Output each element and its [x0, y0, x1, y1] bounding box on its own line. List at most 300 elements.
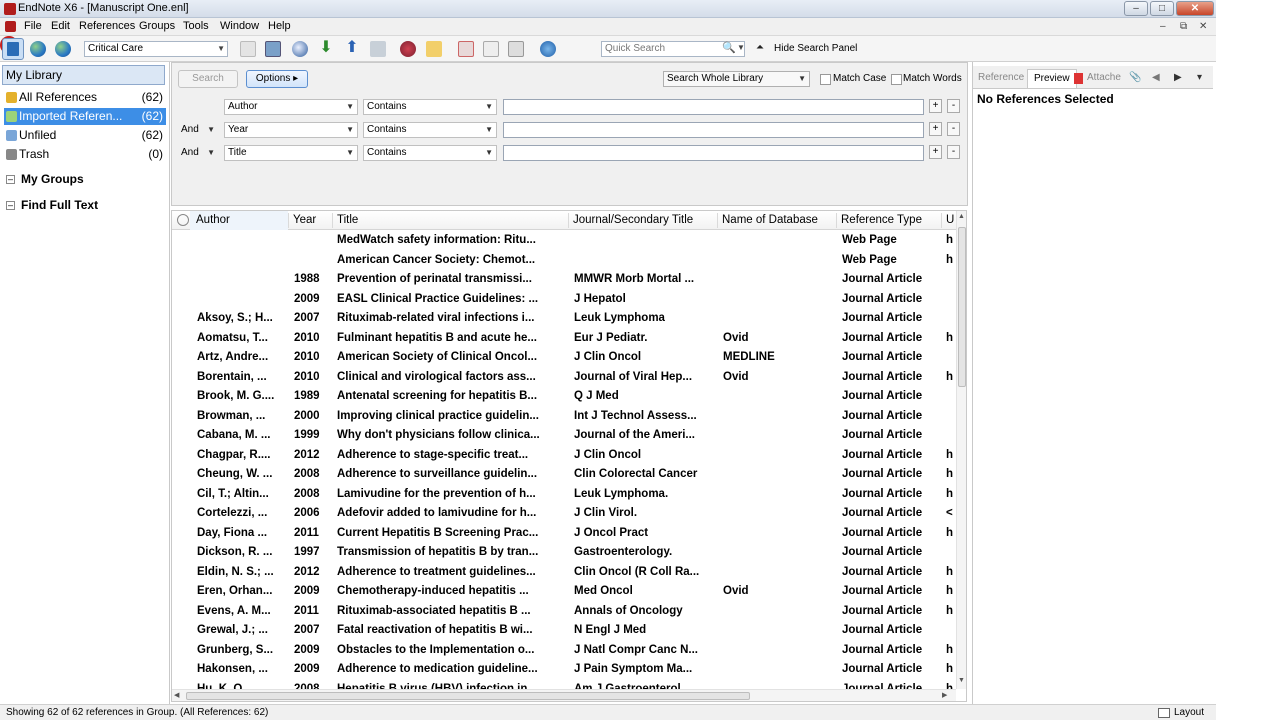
import-icon[interactable]: ⬇ — [319, 39, 333, 56]
edit-reference-icon[interactable] — [508, 41, 524, 57]
all-references-icon — [6, 92, 17, 103]
url-cell: h — [946, 487, 954, 500]
search-value-input[interactable] — [503, 99, 924, 115]
search-field-value: Year — [228, 124, 249, 135]
scroll-left-icon[interactable]: ◀ — [174, 692, 180, 699]
table-row[interactable] — [172, 621, 956, 641]
url-cell: h — [946, 468, 954, 480]
close-button[interactable]: ✕ — [1176, 1, 1214, 16]
reference-type-cell: Journal Article — [842, 546, 923, 558]
remove-search-row-button[interactable]: - — [947, 122, 960, 136]
year-cell: 1988 — [294, 273, 320, 285]
url-cell: h — [946, 234, 954, 246]
journal-cell: Leuk Lymphoma. — [574, 487, 669, 500]
reference-type-cell: Journal Article — [842, 507, 923, 519]
journal-cell: J Clin Virol. — [574, 507, 638, 519]
title-cell: MedWatch safety information: Ritu... — [337, 234, 536, 246]
hide-search-panel-button[interactable]: Hide Search Panel — [774, 43, 858, 54]
url-cell: h — [946, 663, 954, 675]
table-row[interactable] — [172, 368, 956, 388]
journal-cell: Med Oncol — [574, 585, 633, 597]
group-label: Trash — [19, 147, 50, 161]
journal-cell: J Clin Oncol — [574, 448, 642, 461]
year-cell: 2000 — [294, 409, 320, 422]
author-cell: Day, Fiona ... — [197, 526, 268, 539]
group-count: (62) — [141, 90, 163, 104]
year-cell: 2011 — [294, 526, 319, 539]
trash-icon — [6, 149, 17, 160]
search-operator-select[interactable] — [363, 122, 497, 138]
groups-pane — [0, 62, 170, 704]
remove-search-row-button[interactable]: - — [947, 99, 960, 113]
journal-cell: J Oncol Pract — [574, 526, 649, 539]
column-header-year[interactable]: Year — [293, 214, 317, 226]
title-cell: Obstacles to the Implementation o... — [337, 643, 535, 656]
url-cell: < — [946, 507, 953, 519]
desktop-background — [1216, 0, 1280, 720]
journal-cell: Leuk Lymphoma — [574, 312, 665, 324]
vertical-scrollbar[interactable] — [956, 211, 967, 689]
author-cell: Aksoy, S.; H... — [197, 312, 273, 324]
unfiled-icon — [6, 130, 17, 141]
year-cell: 2009 — [294, 663, 320, 675]
new-reference-icon[interactable] — [483, 41, 499, 57]
pdf-icon — [1074, 73, 1083, 84]
search-field-value: Title — [228, 147, 247, 158]
search-panel — [171, 62, 968, 206]
author-cell: Brook, M. G.... — [197, 390, 275, 402]
refresh-icon[interactable] — [540, 41, 556, 57]
title-cell: Adherence to treatment guidelines... — [337, 565, 536, 578]
column-header-journal[interactable]: Journal/Secondary Title — [573, 214, 694, 226]
journal-cell: J Clin Oncol — [574, 351, 642, 363]
layout-button[interactable]: Layout — [1174, 707, 1205, 718]
insert-citation-icon[interactable] — [240, 41, 256, 57]
group-trash[interactable] — [4, 146, 166, 163]
tab-preview[interactable]: Preview — [1027, 69, 1077, 88]
reference-type-cell: Journal Article — [842, 292, 923, 305]
toolbar — [0, 36, 1216, 62]
minimize-button[interactable]: – — [1124, 1, 1148, 16]
journal-cell: Int J Technol Assess... — [574, 409, 697, 422]
maximize-button[interactable]: □ — [1150, 1, 1174, 16]
title-cell: EASL Clinical Practice Guidelines: ... — [337, 292, 539, 305]
group-label: Unfiled — [19, 128, 57, 142]
year-cell: 1989 — [294, 390, 320, 402]
search-field-select[interactable] — [224, 145, 358, 161]
menu-window[interactable]: Window — [220, 20, 260, 32]
author-cell: Grunberg, S... — [197, 643, 274, 656]
tab-menu-icon[interactable]: ▾ — [1197, 72, 1203, 83]
window-title: EndNote X6 - [Manuscript One.enl] — [18, 2, 189, 14]
previous-tab-icon[interactable]: ◀ — [1152, 72, 1160, 83]
table-row[interactable] — [172, 309, 956, 329]
search-value-input[interactable] — [503, 122, 924, 138]
reference-type-cell: Web Page — [842, 253, 897, 266]
my-library-header[interactable]: My Library — [2, 65, 165, 85]
author-cell: Cheung, W. ... — [197, 468, 273, 480]
search-field-select[interactable] — [224, 99, 358, 115]
document-restore-button[interactable]: ⧉ — [1180, 21, 1188, 32]
search-row — [172, 99, 967, 117]
reference-list-header — [172, 211, 956, 230]
reference-type-cell: Journal Article — [842, 643, 923, 656]
year-cell: 2007 — [294, 312, 320, 324]
title-cell: Improving clinical practice guidelin... — [337, 409, 539, 422]
reference-type-cell: Journal Article — [842, 663, 923, 675]
year-cell: 1999 — [294, 429, 320, 441]
options-button[interactable]: Options ▸ — [246, 70, 308, 88]
title-cell: Adherence to medication guideline... — [337, 663, 538, 675]
title-cell: American Cancer Society: Chemot... — [337, 253, 536, 266]
reference-type-cell: Journal Article — [842, 429, 923, 441]
online-search-mode-button[interactable] — [29, 40, 47, 58]
title-bar — [0, 0, 1216, 18]
table-row[interactable] — [172, 387, 956, 407]
year-cell: 2009 — [294, 292, 320, 305]
reference-type-cell: Journal Article — [842, 331, 923, 344]
author-cell: Eldin, N. S.; ... — [197, 565, 274, 578]
attachment-column-icon[interactable] — [177, 214, 189, 226]
export-icon[interactable]: ⬆ — [345, 39, 359, 56]
author-cell: Cil, T.; Altin... — [197, 487, 269, 500]
database-cell: Ovid — [723, 331, 749, 344]
group-count: (0) — [148, 147, 163, 161]
journal-cell: MMWR Morb Mortal ... — [574, 273, 695, 285]
group-count: (62) — [141, 109, 163, 123]
column-header-reference-type[interactable]: Reference Type — [841, 214, 922, 226]
search-operator-value: Contains — [367, 124, 407, 135]
my-groups-label: My Groups — [21, 172, 84, 186]
integrated-library-mode-button[interactable] — [54, 40, 72, 58]
column-divider[interactable] — [568, 213, 569, 228]
match-words-label: Match Words — [903, 73, 962, 84]
title-cell: Rituximab-associated hepatitis B ... — [337, 604, 531, 617]
url-cell: h — [946, 604, 954, 617]
table-row[interactable] — [172, 660, 956, 680]
reference-type-cell: Journal Article — [842, 585, 923, 597]
title-cell: Adefovir added to lamivudine for h... — [337, 507, 537, 519]
title-cell: American Society of Clinical Oncol... — [337, 351, 538, 363]
chevron-down-icon: ▼ — [346, 125, 354, 134]
attach-file-icon[interactable]: 📎 — [1129, 72, 1142, 83]
chevron-down-icon: ▼ — [207, 148, 215, 157]
group-all-references[interactable] — [4, 89, 166, 106]
search-operator-select[interactable] — [363, 145, 497, 161]
group-unfiled[interactable] — [4, 127, 166, 144]
group-imported-references[interactable] — [4, 108, 166, 125]
local-library-mode-button[interactable] — [2, 38, 24, 60]
match-words-checkbox[interactable] — [891, 74, 902, 85]
title-cell: Antenatal screening for hepatitis B... — [337, 390, 538, 402]
search-scope-value: Search Whole Library — [667, 73, 764, 84]
group-label: Imported Referen... — [19, 109, 123, 123]
menu-edit[interactable]: Edit — [51, 20, 70, 32]
author-cell: Evens, A. M... — [197, 604, 271, 617]
search-operator-value: Contains — [367, 147, 407, 158]
year-cell: 2007 — [294, 624, 320, 636]
search-row — [172, 145, 967, 163]
author-cell: Borentain, ... — [197, 370, 267, 383]
tab-reference[interactable]: Reference — [978, 72, 1025, 83]
collapse-icon[interactable]: – — [7, 200, 13, 210]
collapse-icon[interactable]: – — [7, 174, 13, 184]
database-cell: Ovid — [723, 585, 749, 597]
preview-pane — [972, 62, 1214, 704]
next-tab-icon[interactable]: ▶ — [1174, 72, 1182, 83]
search-icon[interactable]: 🔍 — [722, 42, 736, 54]
sync-icon[interactable] — [370, 41, 386, 57]
search-scope-select[interactable] — [663, 71, 810, 87]
chevron-down-icon: ▼ — [346, 102, 354, 111]
group-count: (62) — [141, 128, 163, 142]
table-row[interactable] — [172, 407, 956, 427]
boolean-value: And — [181, 147, 199, 158]
author-cell: Browman, ... — [197, 409, 266, 422]
imported-references-icon — [6, 111, 17, 122]
boolean-select[interactable] — [178, 145, 218, 161]
year-cell: 2008 — [294, 468, 320, 480]
layout-icon[interactable] — [1158, 708, 1170, 718]
table-row[interactable] — [172, 504, 956, 524]
database-cell: MEDLINE — [723, 351, 775, 363]
year-cell: 1997 — [294, 546, 320, 558]
hide-panel-icon[interactable]: ⏶ — [756, 42, 764, 53]
preview-tabs — [973, 66, 1213, 89]
journal-cell: Eur J Pediatr. — [574, 331, 648, 344]
chevron-down-icon: ▼ — [346, 148, 354, 157]
search-operator-value: Contains — [367, 101, 407, 112]
chevron-down-icon: ▼ — [798, 74, 806, 83]
table-row[interactable] — [172, 563, 956, 583]
reference-type-cell: Journal Article — [842, 409, 923, 422]
menu-file[interactable]: File — [24, 20, 42, 32]
scroll-up-icon[interactable]: ▲ — [958, 213, 965, 220]
database-cell: Ovid — [723, 370, 749, 383]
reference-type-cell: Journal Article — [842, 273, 923, 285]
reference-list — [171, 210, 967, 702]
column-divider[interactable] — [941, 213, 942, 228]
title-cell: Adherence to stage-specific treat... — [337, 448, 529, 461]
title-cell: Fatal reactivation of hepatitis B wi... — [337, 624, 533, 636]
open-link-icon[interactable] — [400, 41, 416, 57]
table-row[interactable] — [172, 641, 956, 661]
match-case-checkbox[interactable] — [820, 74, 831, 85]
search-button[interactable]: Search — [178, 70, 238, 88]
url-cell: h — [946, 370, 954, 383]
column-header-database[interactable]: Name of Database — [722, 214, 818, 226]
add-search-row-button[interactable]: + — [929, 145, 942, 159]
reference-type-cell: Journal Article — [842, 565, 923, 578]
title-cell: Current Hepatitis B Screening Prac... — [337, 526, 539, 539]
author-cell: Cabana, M. ... — [197, 429, 271, 441]
title-cell: Clinical and virological factors ass... — [337, 370, 536, 383]
menu-groups[interactable]: Groups — [139, 20, 176, 32]
table-row[interactable] — [172, 602, 956, 622]
table-row[interactable] — [172, 348, 956, 368]
quick-search-input[interactable]: Quick Search — [601, 41, 745, 57]
table-row[interactable] — [172, 485, 956, 505]
table-row[interactable] — [172, 290, 956, 310]
url-cell: h — [946, 585, 954, 597]
remove-search-row-button[interactable]: - — [947, 145, 960, 159]
title-cell: Transmission of hepatitis B by tran... — [337, 546, 539, 558]
year-cell: 2008 — [294, 487, 320, 500]
url-cell: h — [946, 253, 954, 266]
tab-attached-pdfs[interactable]: Attache — [1087, 72, 1121, 83]
boolean-value: And — [181, 124, 199, 135]
journal-cell: Q J Med — [574, 390, 619, 402]
preview-message: No References Selected — [977, 92, 1114, 106]
title-cell: Lamivudine for the prevention of h... — [337, 487, 536, 500]
year-cell: 2010 — [294, 331, 320, 344]
add-search-row-button[interactable]: + — [929, 122, 942, 136]
table-row[interactable] — [172, 329, 956, 349]
table-row[interactable] — [172, 270, 956, 290]
title-cell: Rituximab-related viral infections i... — [337, 312, 535, 324]
chevron-down-icon: ▼ — [207, 125, 215, 134]
table-row[interactable] — [172, 426, 956, 446]
menu-tools[interactable]: Tools — [183, 20, 209, 32]
search-row — [172, 122, 967, 140]
reference-type-cell: Journal Article — [842, 526, 923, 539]
chevron-down-icon: ▼ — [217, 44, 225, 53]
author-cell: Artz, Andre... — [197, 351, 269, 363]
open-file-icon[interactable] — [426, 41, 442, 57]
online-search-icon[interactable] — [292, 41, 308, 57]
year-cell: 2010 — [294, 370, 320, 383]
menu-references[interactable]: References — [79, 20, 136, 32]
author-cell: Dickson, R. ... — [197, 546, 273, 558]
scroll-down-icon[interactable]: ▼ — [958, 677, 965, 684]
horizontal-scrollbar[interactable] — [172, 689, 956, 701]
author-cell: Aomatsu, T... — [197, 331, 268, 344]
year-cell: 2009 — [294, 585, 320, 597]
year-cell: 2012 — [294, 565, 320, 578]
url-cell: h — [946, 448, 954, 461]
reference-type-cell: Journal Article — [842, 448, 923, 461]
journal-cell: N Engl J Med — [574, 624, 647, 636]
table-row[interactable] — [172, 446, 956, 466]
chevron-down-icon: ▼ — [485, 125, 493, 134]
chevron-down-icon: ▼ — [485, 148, 493, 157]
globe-icon — [30, 41, 46, 57]
chevron-down-icon[interactable]: ▼ — [737, 43, 745, 52]
reference-type-cell: Journal Article — [842, 370, 923, 383]
find-full-text-label: Find Full Text — [21, 198, 99, 212]
scroll-right-icon[interactable]: ▶ — [942, 692, 948, 699]
year-cell: 2010 — [294, 351, 320, 363]
reference-type-cell: Journal Article — [842, 312, 923, 324]
search-field-select[interactable] — [224, 122, 358, 138]
globe-library-icon — [55, 41, 71, 57]
find-full-text-icon[interactable] — [458, 41, 474, 57]
add-search-row-button[interactable]: + — [929, 99, 942, 113]
column-divider[interactable] — [717, 213, 718, 228]
reference-type-cell: Journal Article — [842, 487, 923, 500]
journal-cell: Annals of Oncology — [574, 604, 683, 617]
author-cell: Cortelezzi, ... — [197, 507, 268, 519]
title-cell: Prevention of perinatal transmissi... — [337, 273, 532, 285]
horizontal-scroll-thumb[interactable] — [186, 692, 750, 700]
title-cell: Fulminant hepatitis B and acute he... — [337, 331, 537, 344]
reference-type-cell: Journal Article — [842, 351, 923, 363]
column-divider[interactable] — [836, 213, 837, 228]
library-icon — [7, 42, 19, 56]
status-text: Showing 62 of 62 references in Group. (All References: 62) — [6, 707, 269, 718]
author-cell: Grewal, J.; ... — [197, 624, 268, 636]
title-cell: Why don't physicians follow clinica... — [337, 429, 540, 441]
title-cell: Chemotherapy-induced hepatitis ... — [337, 585, 529, 597]
journal-cell: Journal of Viral Hep... — [574, 370, 693, 383]
column-header-author[interactable]: Author — [196, 214, 230, 226]
endnote-app-icon[interactable] — [4, 3, 16, 15]
reference-type-cell: Journal Article — [842, 468, 923, 480]
journal-cell: J Pain Symptom Ma... — [574, 663, 693, 675]
column-divider[interactable] — [288, 213, 289, 228]
year-cell: 2012 — [294, 448, 320, 461]
author-cell: Eren, Orhan... — [197, 585, 273, 597]
column-header-url[interactable]: U — [946, 214, 955, 226]
output-style-select[interactable] — [84, 41, 228, 57]
document-close-button[interactable]: ✕ — [1199, 21, 1208, 32]
group-label: All References — [19, 90, 98, 104]
title-cell: Adherence to surveillance guidelin... — [337, 468, 538, 480]
year-cell: 2009 — [294, 643, 320, 656]
column-header-title[interactable]: Title — [337, 214, 359, 226]
table-row[interactable] — [172, 231, 956, 251]
year-cell: 2006 — [294, 507, 320, 519]
menu-bar — [0, 18, 1216, 36]
status-bar — [0, 704, 1216, 720]
search-operator-select[interactable] — [363, 99, 497, 115]
document-icon[interactable] — [5, 21, 16, 32]
url-cell: h — [946, 643, 954, 656]
vertical-scroll-thumb[interactable] — [958, 227, 966, 387]
table-row[interactable] — [172, 543, 956, 563]
reference-type-cell: Journal Article — [842, 604, 923, 617]
column-divider[interactable] — [332, 213, 333, 228]
journal-cell: J Hepatol — [574, 292, 626, 305]
output-style-value: Critical Care — [88, 43, 144, 54]
table-row[interactable] — [172, 524, 956, 544]
table-row[interactable] — [172, 465, 956, 485]
match-case-label: Match Case — [833, 73, 887, 84]
journal-cell: Journal of the Ameri... — [574, 429, 695, 441]
find-full-text-section[interactable] — [6, 198, 98, 212]
table-row[interactable] — [172, 582, 956, 602]
author-cell: Hakonsen, ... — [197, 663, 268, 675]
reference-type-cell: Journal Article — [842, 624, 923, 636]
format-bibliography-icon[interactable] — [265, 41, 281, 57]
url-cell: h — [946, 526, 954, 539]
menu-help[interactable]: Help — [268, 20, 291, 32]
chevron-down-icon: ▼ — [485, 102, 493, 111]
author-cell: Chagpar, R.... — [197, 448, 271, 461]
my-groups-section[interactable] — [6, 172, 84, 186]
url-cell: h — [946, 565, 954, 578]
year-cell: 2011 — [294, 604, 319, 617]
table-row[interactable] — [172, 251, 956, 271]
journal-cell: J Natl Compr Canc N... — [574, 643, 698, 656]
search-value-input[interactable] — [503, 145, 924, 161]
journal-cell: Clin Colorectal Cancer — [574, 468, 698, 480]
search-field-value: Author — [228, 101, 258, 112]
document-minimize-button[interactable]: – — [1160, 21, 1166, 32]
boolean-select[interactable] — [178, 122, 218, 138]
journal-cell: Clin Oncol (R Coll Ra... — [574, 565, 700, 578]
url-cell: h — [946, 331, 954, 344]
